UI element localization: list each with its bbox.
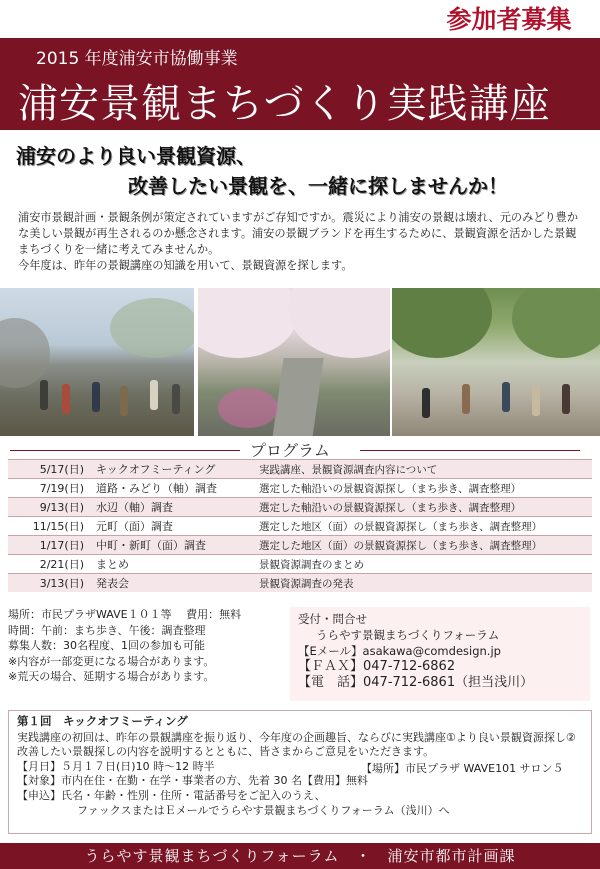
program-date: 2/21(日) — [8, 555, 92, 574]
program-content: 実践講座、景観資源調査内容について — [255, 460, 592, 479]
program-row — [8, 574, 592, 593]
program-table — [8, 459, 592, 592]
session-title: 第１回 キックオフミーティング — [17, 714, 188, 728]
contact-org: うらやす景観まちづくりフォーラム — [316, 628, 500, 642]
footer-organizers: うらやす景観まちづくりフォーラム ・ 浦安市都市計画課 — [0, 843, 600, 869]
program-row — [8, 498, 592, 517]
program-date: 7/19(日) — [8, 479, 92, 498]
info-time: 時間：午前：まち歩き、午後：調査整理 — [8, 623, 206, 637]
title-banner — [0, 38, 600, 130]
program-date: 1/17(日) — [8, 536, 92, 555]
program-name: 中町・新町（面）調査 — [92, 536, 255, 555]
program-content: 選定した軸沿いの景観資源探し（まち歩き、調査整理） — [255, 479, 592, 498]
program-date: 9/13(日) — [8, 498, 92, 517]
program-date: 3/13(日) — [8, 574, 92, 593]
session-apply-2: ファックスまたはＥメールでうらやす景観まちづくりフォーラム（浅川）へ — [77, 803, 450, 817]
photo-walking-group — [0, 288, 194, 436]
program-content: 景観資源調査のまとめ — [255, 555, 592, 574]
info-capacity: 募集人数：30名程度、1回の参加も可能 — [8, 639, 205, 652]
program-row — [8, 555, 592, 574]
banner-year-line: 2015 年度浦安市協働事業 — [36, 49, 238, 69]
contact-heading: 受付・問合せ — [298, 612, 367, 626]
first-session-box — [8, 710, 592, 834]
program-row — [8, 479, 592, 498]
session-target: 【対象】市内在住・在勤・在学・事業者の方、先着 30 名【費用】無料 — [17, 774, 368, 788]
page-title: 浦安景観まちづくり実践講座 — [18, 81, 551, 127]
program-content: 選定した地区（面）の景観資源探し（まち歩き、調査整理） — [255, 517, 592, 536]
program-name: 道路・みどり（軸）調査 — [92, 479, 255, 498]
program-row — [8, 460, 592, 479]
program-name: 水辺（軸）調査 — [92, 498, 255, 517]
program-date: 11/15(日) — [8, 517, 92, 536]
program-content: 選定した軸沿いの景観資源探し（まち歩き、調査整理） — [255, 498, 592, 517]
program-name: 元町（面）調査 — [92, 517, 255, 536]
program-row — [8, 517, 592, 536]
session-apply-1: 【申込】氏名・年齢・性別・住所・電話番号をご記入のうえ、 — [17, 788, 326, 802]
program-name: まとめ — [92, 555, 255, 574]
info-place-fee: 場所：市民プラザWAVE１０１等 費用：無料 — [8, 608, 242, 621]
contact-fax: 【ＦＡＸ】047-712-6862 — [298, 659, 456, 674]
intro-paragraph-1: 浦安市景観計画・景観条例が策定されていますがご存知ですか。震災により浦安の景観は壊れ、元のみどり豊かな美しい景観が再生されるのか懸念されます。浦安の景観ブランドを再生するために、景観資源を活かした景観まちづくりを一緒に考えてみませんか。 — [18, 211, 579, 256]
info-note-weather: ※荒天の場合、延期する場合があります。 — [8, 670, 215, 683]
contact-box — [290, 607, 590, 701]
recruit-heading: 参加者募集 — [446, 5, 572, 34]
program-name: キックオフミーティング — [92, 460, 255, 479]
program-heading: プログラム — [250, 438, 330, 461]
contact-email[interactable]: 【Eメール】asakawa@comdesign.jp — [298, 644, 501, 658]
program-content: 景観資源調査の発表 — [255, 574, 592, 593]
info-note-change: ※内容が一部変更になる場合があります。 — [8, 654, 215, 668]
session-description: 実践講座の初回は、昨年の景観講座を振り返り、今年度の企画趣旨、ならびに実践講座①より良い景観資源探し②改善したい景観探しの内容を説明するとともに、皆さまからご意見をいただきます。 — [17, 730, 576, 759]
photo-green-street-walk — [392, 288, 600, 436]
catch-line-1: 浦安のより良い景観資源、 — [16, 144, 256, 168]
session-place: 【場所】市民プラザ WAVE101 サロン５ — [361, 762, 564, 775]
intro-paragraph-2: 今年度は、昨年の景観講座の知識を用いて、景観資源を探します。 — [18, 259, 353, 272]
photo-cherry-blossom-path — [198, 288, 390, 436]
contact-tel: 【電 話】047-712-6861（担当浅川） — [298, 675, 534, 690]
program-date: 5/17(日) — [8, 460, 92, 479]
intro-text — [18, 210, 584, 274]
catch-line-2: 改善したい景観を、一緒に探しませんか！ — [128, 174, 508, 198]
program-row — [8, 536, 592, 555]
event-info — [8, 607, 288, 685]
program-name: 発表会 — [92, 574, 255, 593]
program-content: 選定した地区（面）の景観資源探し（まち歩き、調査整理） — [255, 536, 592, 555]
session-date: 【月日】５月１７日(日)10 時〜12 時半 — [17, 759, 215, 773]
